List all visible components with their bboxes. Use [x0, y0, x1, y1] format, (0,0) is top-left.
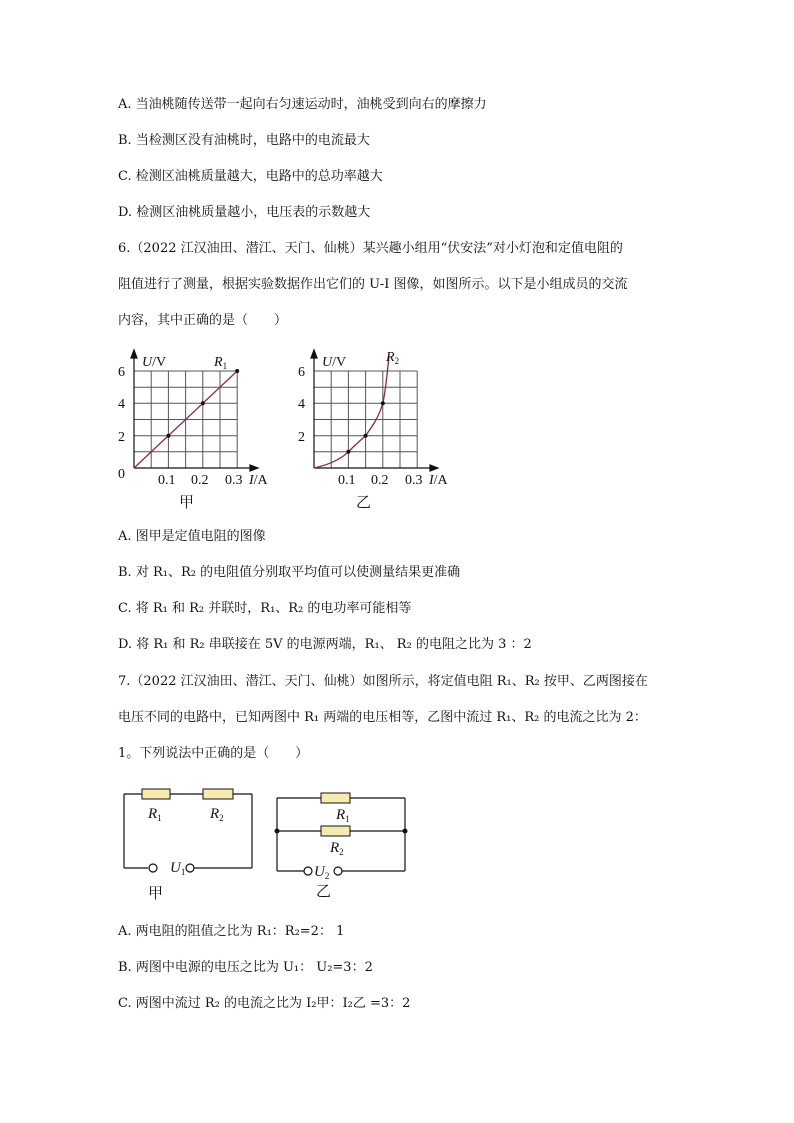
terminal-right: [186, 864, 194, 872]
x-tick-0.2: 0.2: [191, 473, 209, 488]
graph-caption-jia: 甲: [179, 495, 195, 511]
terminal-left: [149, 864, 157, 872]
resistor-r1: [142, 789, 170, 799]
y-tick-4: 4: [118, 397, 125, 412]
circuit-yi: [270, 788, 415, 906]
y-tick-4: 4: [298, 397, 305, 412]
x-axis-arrow: [250, 465, 258, 471]
x-axis-label: I/A: [429, 473, 448, 488]
y-axis-arrow: [311, 350, 317, 358]
junction-right: [403, 829, 408, 834]
data-point: [235, 369, 239, 373]
origin-label: 0: [118, 467, 125, 482]
q6-option-c: C. 将 R₁ 和 R₂ 并联时，R₁、R₂ 的电功率可能相等: [118, 601, 412, 616]
x-tick-0.1: 0.1: [338, 473, 356, 488]
label-r1: $R_1$: [336, 807, 350, 824]
q7-option-b: B. 两图中电源的电压之比为 U₁： U₂=3：2: [118, 960, 373, 975]
graph-caption-yi: 乙: [356, 495, 372, 511]
y-axis-arrow: [131, 350, 137, 358]
q6-stem-line2: 阻值进行了测量，根据实验数据作出它们的 U-I 图像，如图所示。以下是小组成员的交流: [118, 277, 628, 292]
q7-option-a: A. 两电阻的阻值之比为 R₁：R₂=2： 1: [118, 924, 345, 939]
y-tick-6: 6: [298, 365, 305, 380]
x-axis-label: I/A: [249, 473, 268, 488]
q6-option-b: B. 对 R₁、R₂ 的电阻值分别取平均值可以使测量结果更准确: [118, 565, 461, 580]
circuit-jia-wires: [124, 794, 252, 868]
data-point: [381, 401, 385, 405]
label-r2: $R_2$: [330, 840, 344, 857]
data-point: [201, 401, 205, 405]
x-tick-0.3: 0.3: [405, 473, 423, 488]
graph-jia: [114, 346, 284, 514]
q6-stem-line3: 内容，其中正确的是（ ）: [118, 313, 288, 328]
series-label-r1: $R_1$: [214, 355, 228, 371]
x-tick-0.1: 0.1: [158, 473, 176, 488]
x-tick-0.2: 0.2: [371, 473, 389, 488]
circuit-caption-yi: 乙: [316, 884, 332, 900]
data-point: [364, 434, 368, 438]
graph-yi: [294, 346, 464, 514]
label-r1: $R_1$: [148, 806, 162, 823]
x-axis-arrow: [430, 465, 438, 471]
q7-stem-line2: 电压不同的电路中，已知两图中 R₁ 两端的电压相等，乙图中流过 R₁、R₂ 的电流之比为 2：: [118, 710, 647, 725]
q7-stem-line3: 1。下列说法中正确的是（ ）: [118, 746, 309, 761]
q5-option-a: A. 当油桃随传送带一起向右匀速运动时，油桃受到向右的摩擦力: [118, 97, 487, 112]
q5-option-c: C. 检测区油桃质量越大，电路中的总功率越大: [118, 169, 383, 184]
terminal-left: [304, 867, 312, 875]
resistor-r2: [321, 826, 350, 836]
q7-option-c: C. 两图中流过 R₂ 的电流之比为 I₂甲：I₂乙 =3：2: [118, 996, 411, 1011]
y-tick-2: 2: [118, 430, 125, 445]
terminal-right: [334, 867, 342, 875]
y-axis-label: U/V: [142, 355, 167, 370]
y-axis-label: U/V: [322, 355, 347, 370]
series-label-r2: $R_2$: [386, 350, 400, 366]
label-u1: $U_1$: [170, 860, 186, 877]
junction-left: [275, 829, 280, 834]
x-tick-0.3: 0.3: [225, 473, 243, 488]
curve-r2: [314, 356, 389, 468]
graph-yi-grid: [314, 371, 417, 468]
label-u2: $U_2$: [314, 864, 330, 881]
q6-stem-line1: 6.（2022 江汉油田、潜江、天门、仙桃）某兴趣小组用“伏安法”对小灯泡和定值电阻的: [118, 241, 623, 256]
resistor-r2: [203, 789, 233, 799]
q6-option-a: A. 图甲是定值电阻的图像: [118, 529, 266, 544]
q7-stem-line1: 7.（2022 江汉油田、潜江、天门、仙桃）如图所示，将定值电阻 R₁、R₂ 按甲、乙两图接在: [118, 674, 648, 689]
resistor-r1: [321, 793, 350, 803]
circuit-jia: [118, 780, 263, 905]
data-point: [166, 434, 170, 438]
circuit-caption-jia: 甲: [148, 886, 164, 902]
q5-option-b: B. 当检测区没有油桃时，电路中的电流最大: [118, 133, 370, 148]
y-tick-2: 2: [298, 430, 305, 445]
q5-option-d: D. 检测区油桃质量越小，电压表的示数越大: [118, 205, 371, 220]
y-tick-6: 6: [118, 365, 125, 380]
label-r2: $R_2$: [210, 806, 224, 823]
q6-option-d: D. 将 R₁ 和 R₂ 串联接在 5V 的电源两端，R₁、 R₂ 的电阻之比为 3 ：2: [118, 637, 532, 652]
data-point: [346, 450, 350, 454]
